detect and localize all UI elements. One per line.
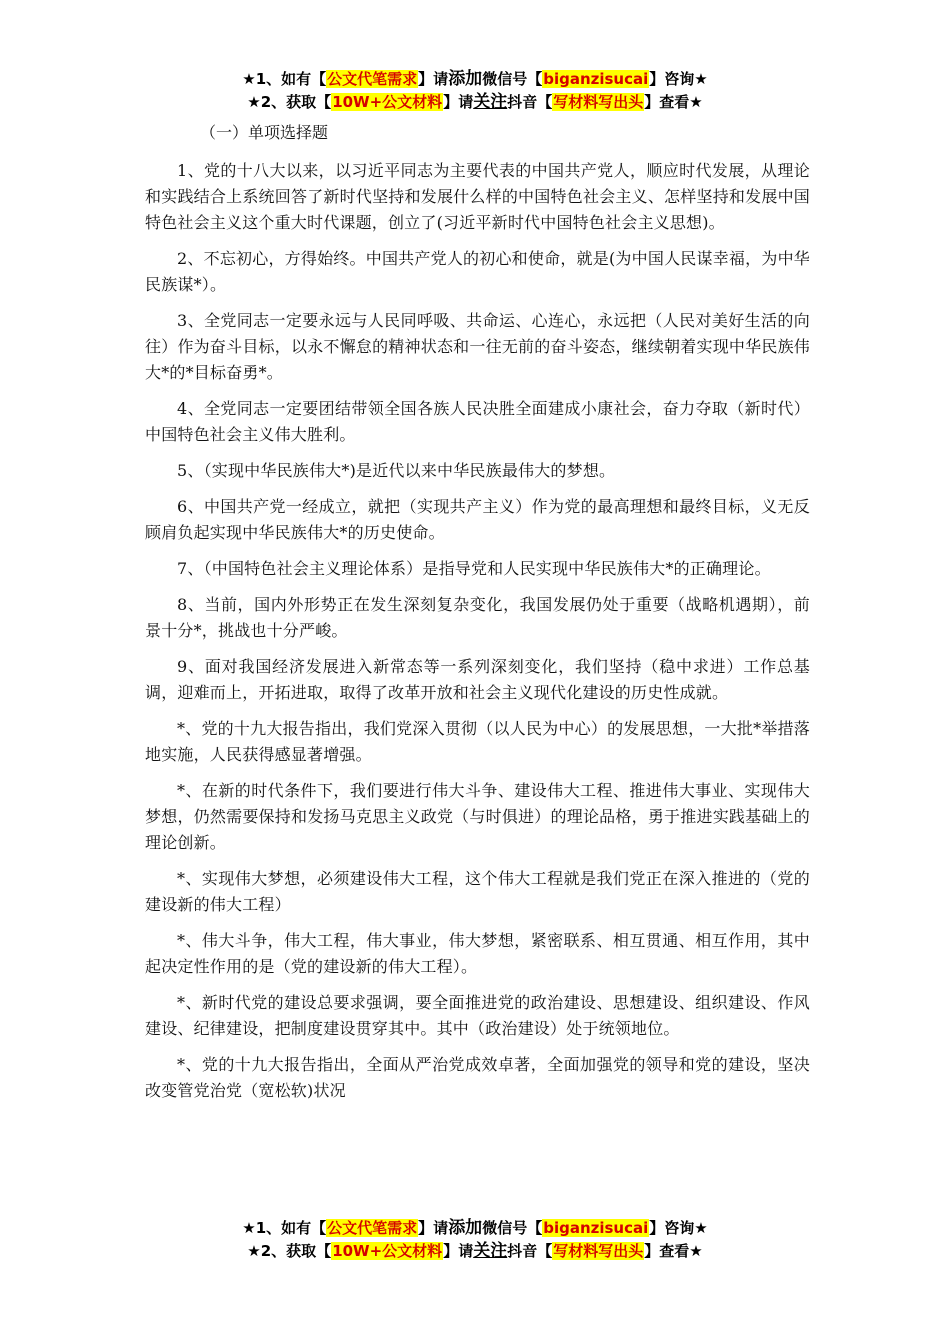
question-paragraph: 3、全党同志一定要永远与人民同呼吸、共命运、心连心，永远把（人民对美好生活的向往）作为奋斗目标，以永不懈怠的精神状态和一往无前的奋斗姿态，继续朝着实现中华民族伟大*的*目标奋勇*。	[145, 311, 810, 382]
banner-text: 微信号【	[482, 70, 543, 88]
question-paragraph: 4、全党同志一定要团结带领全国各族人民决胜全面建成小康社会，奋力夺取（新时代）中国特色社会主义伟大胜利。	[145, 399, 810, 444]
question-paragraph: 1、党的十八大以来，以习近平同志为主要代表的中国共产党人，顺应时代发展，从理论和实践结合上系统回答了新时代坚持和发展什么样的中国特色社会主义、怎样坚持和发展中国特色社会主义这个重大时代课题，创立了(习近平新时代中国特色社会主义思想)。	[145, 161, 810, 232]
banner-text: 】查看★	[644, 93, 703, 111]
banner-text: 】请	[443, 1242, 474, 1260]
question-paragraph: 6、中国共产党一经成立，就把（实现共产主义）作为党的最高理想和最终目标，义无反顾肩负起实现中华民族伟大*的历史使命。	[145, 497, 810, 542]
question-paragraph: *、实现伟大梦想，必须建设伟大工程，这个伟大工程就是我们党正在深入推进的（党的建设新的伟大工程）	[145, 869, 810, 914]
banner-line-1	[0, 68, 950, 91]
banner-text: ★2、获取【	[247, 93, 332, 111]
banner-text: ★1、如有【	[242, 70, 327, 88]
banner-text: 】咨询★	[649, 70, 708, 88]
banner-text: 微信号【	[482, 1219, 543, 1237]
top-banner	[0, 68, 950, 114]
banner-line-2	[0, 91, 950, 114]
banner-text: 】请	[443, 93, 474, 111]
banner-highlight: 写材料写出头	[553, 1242, 644, 1260]
banner-text: 抖音【	[507, 93, 553, 111]
banner-emphasis: 关注	[473, 92, 508, 112]
question-paragraph: *、伟大斗争，伟大工程，伟大事业，伟大梦想，紧密联系、相互贯通、相互作用，其中起决定性作用的是（党的建设新的伟大工程）。	[145, 931, 810, 976]
banner-text: 抖音【	[507, 1242, 553, 1260]
banner-text: 】咨询★	[649, 1219, 708, 1237]
banner-highlight: 公文代笔需求	[327, 70, 418, 88]
question-paragraph: 8、当前，国内外形势正在发生深刻复杂变化，我国发展仍处于重要（战略机遇期），前景十分*，挑战也十分严峻。	[145, 595, 810, 640]
banner-text: 】查看★	[644, 1242, 703, 1260]
banner-highlight: biganzisucai	[543, 1219, 649, 1237]
question-paragraph: 5、（实现中华民族伟大*)是近代以来中华民族最伟大的梦想。	[177, 461, 616, 480]
banner-highlight: 10W+公文材料	[332, 93, 443, 111]
question-paragraph: *、党的十九大报告指出，我们党深入贯彻（以人民为中心）的发展思想，一大批*举措落地实施，人民获得感显著增强。	[145, 719, 810, 764]
banner-emphasis: 添加	[448, 1218, 483, 1238]
question-paragraph: *、在新的时代条件下，我们要进行伟大斗争、建设伟大工程、推进伟大事业、实现伟大梦想，仍然需要保持和发扬马克思主义政党（与时俱进）的理论品格，勇于推进实践基础上的理论创新。	[145, 781, 810, 852]
banner-line-2	[0, 1240, 950, 1263]
question-paragraph: *、党的十九大报告指出，全面从严治党成效卓著，全面加强党的领导和党的建设，坚决改变管党治党（宽松软)状况	[145, 1055, 810, 1100]
banner-highlight: 10W+公文材料	[332, 1242, 443, 1260]
banner-emphasis: 添加	[448, 69, 483, 89]
banner-text: ★2、获取【	[247, 1242, 332, 1260]
bottom-banner	[0, 1217, 950, 1263]
banner-text: 】请	[418, 1219, 449, 1237]
question-paragraph: 2、不忘初心，方得始终。中国共产党人的初心和使命，就是(为中国人民谋幸福，为中华民族谋*）。	[145, 249, 810, 294]
banner-line-1	[0, 1217, 950, 1240]
question-paragraph: 9、面对我国经济发展进入新常态等一系列深刻变化，我们坚持（稳中求进）工作总基调，迎难而上，开拓进取，取得了改革开放和社会主义现代化建设的历史性成就。	[145, 657, 810, 702]
banner-text: ★1、如有【	[242, 1219, 327, 1237]
section-heading: （一）单项选择题	[200, 123, 329, 142]
banner-emphasis: 关注	[473, 1241, 508, 1261]
question-paragraph: *、新时代党的建设总要求强调，要全面推进党的政治建设、思想建设、组织建设、作风建设、纪律建设，把制度建设贯穿其中。其中（政治建设）处于统领地位。	[145, 993, 810, 1038]
banner-highlight: 写材料写出头	[553, 93, 644, 111]
question-paragraph: 7、（中国特色社会主义理论体系）是指导党和人民实现中华民族伟大*的正确理论。	[177, 559, 771, 578]
banner-text: 】请	[418, 70, 449, 88]
banner-highlight: biganzisucai	[543, 70, 649, 88]
document-body	[145, 120, 810, 1114]
banner-highlight: 公文代笔需求	[327, 1219, 418, 1237]
